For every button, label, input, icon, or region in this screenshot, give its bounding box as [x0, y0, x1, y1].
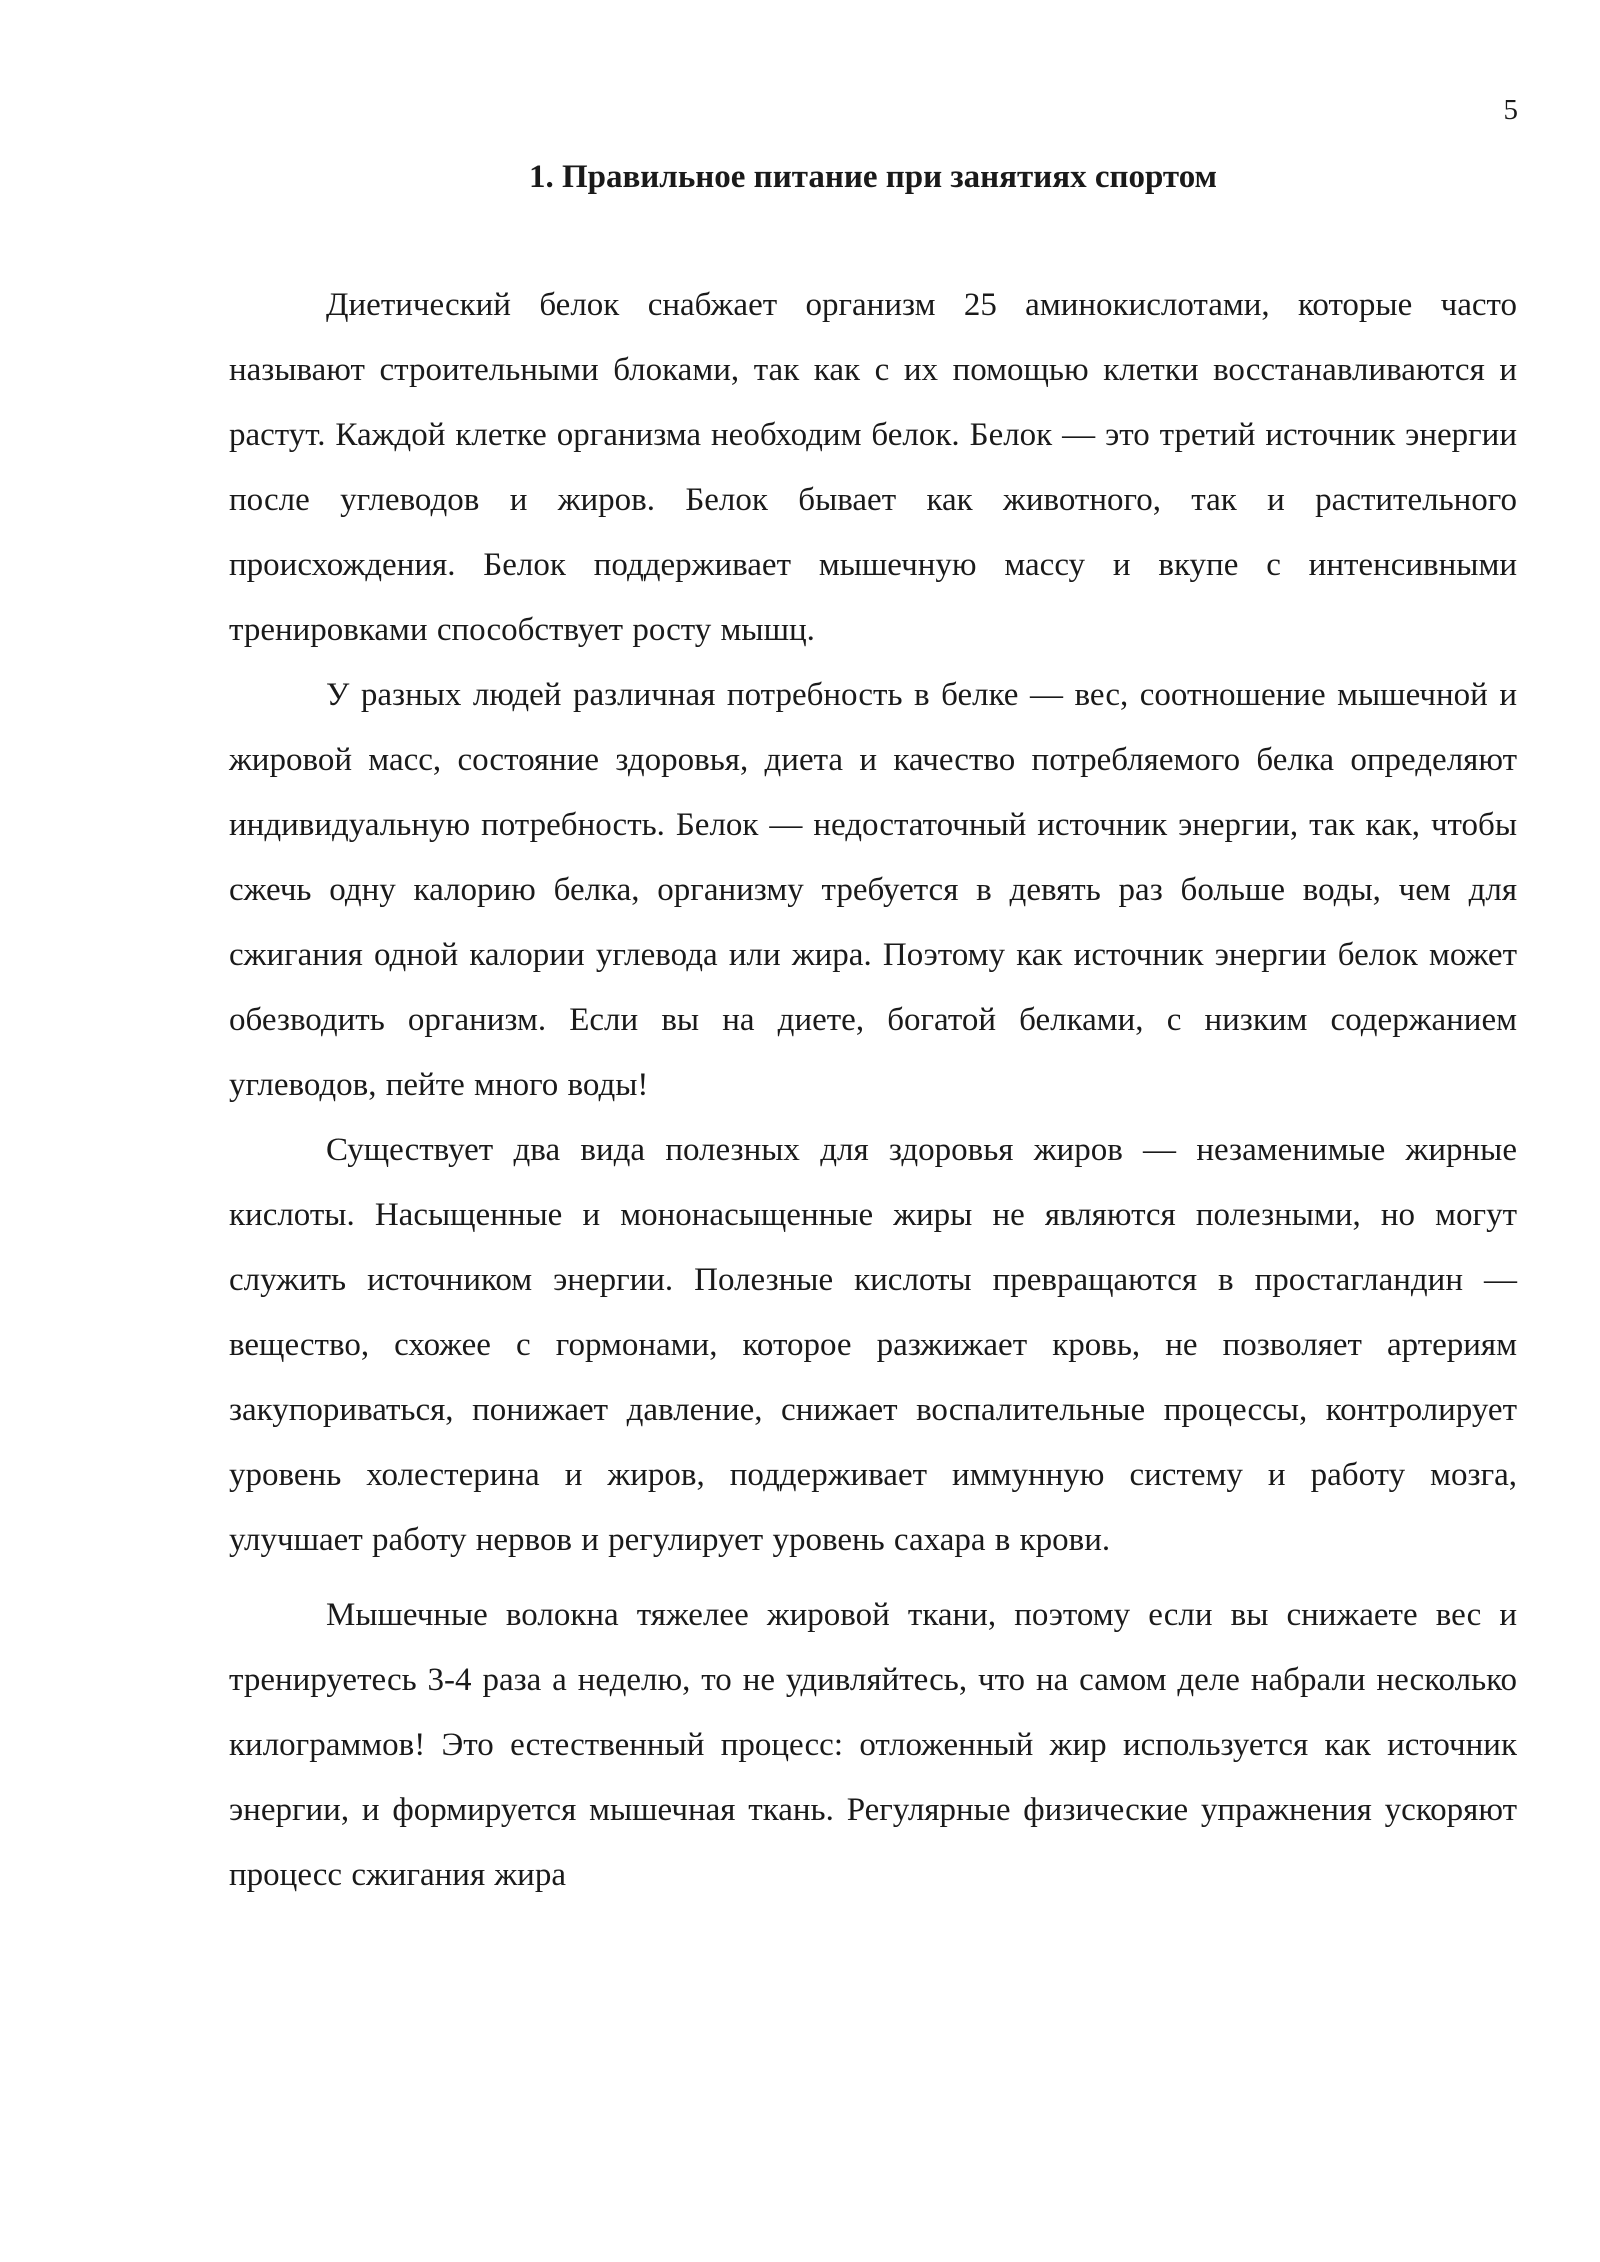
paragraph-protein: Диетический белок снабжает организм 25 аминокислотами, которые часто называют строительными блоками, так как с их помощью клетки восстанавливаются и растут. Каждой клетке организма необходим белок. Белок — это третий источник энергии после углеводов и жиров. Белок бывает как животного, так и растительного происхождения. Белок поддерживает мышечную массу и вкупе с интенсивными тренировками способствует росту мышц.: [229, 287, 1517, 648]
paragraph-muscle-fibers: Мышечные волокна тяжелее жировой ткани, поэтому если вы снижаете вес и тренируетесь 3-4 раза а неделю, то не удивляйтесь, что на самом деле набрали несколько килограммов! Это естественный процесс: отложенный жир используется как источник энергии, и формируется мышечная ткань. Регулярные физические упражнения ускоряют процесс сжигания жира: [229, 1597, 1517, 1893]
paragraph-fats: Существует два вида полезных для здоровья жиров — незаменимые жирные кислоты. Насыщенные и мононасыщенные жиры не являются полезными, но могут служить источником энергии. Полезные кислоты превращаются в простагландин — вещество, схожее с гормонами, которое разжижает кровь, не позволяет артериям закупориваться, понижает давление, снижает воспалительные процессы, контролирует уровень холестерина и жиров, поддерживает иммунную систему и работу мозга, улучшает работу нервов и регулирует уровень сахара в крови.: [229, 1132, 1517, 1558]
page-number: 5: [1503, 94, 1518, 126]
section-heading: 1. Правильное питание при занятиях спортом: [528, 159, 1218, 195]
body-text: [229, 273, 1517, 1908]
paragraph-protein-needs: У разных людей различная потребность в белке — вес, соотношение мышечной и жировой масс, состояние здоровья, диета и качество потребляемого белка определяют индивидуальную потребность. Белок — недостаточный источник энергии, так как, чтобы сжечь одну калорию белка, организму требуется в девять раз больше воды, чем для сжигания одной калории углевода или жира. Поэтому как источник энергии белок может обезводить организм. Если вы на диете, богатой белками, с низким содержанием углеводов, пейте много воды!: [229, 677, 1517, 1103]
